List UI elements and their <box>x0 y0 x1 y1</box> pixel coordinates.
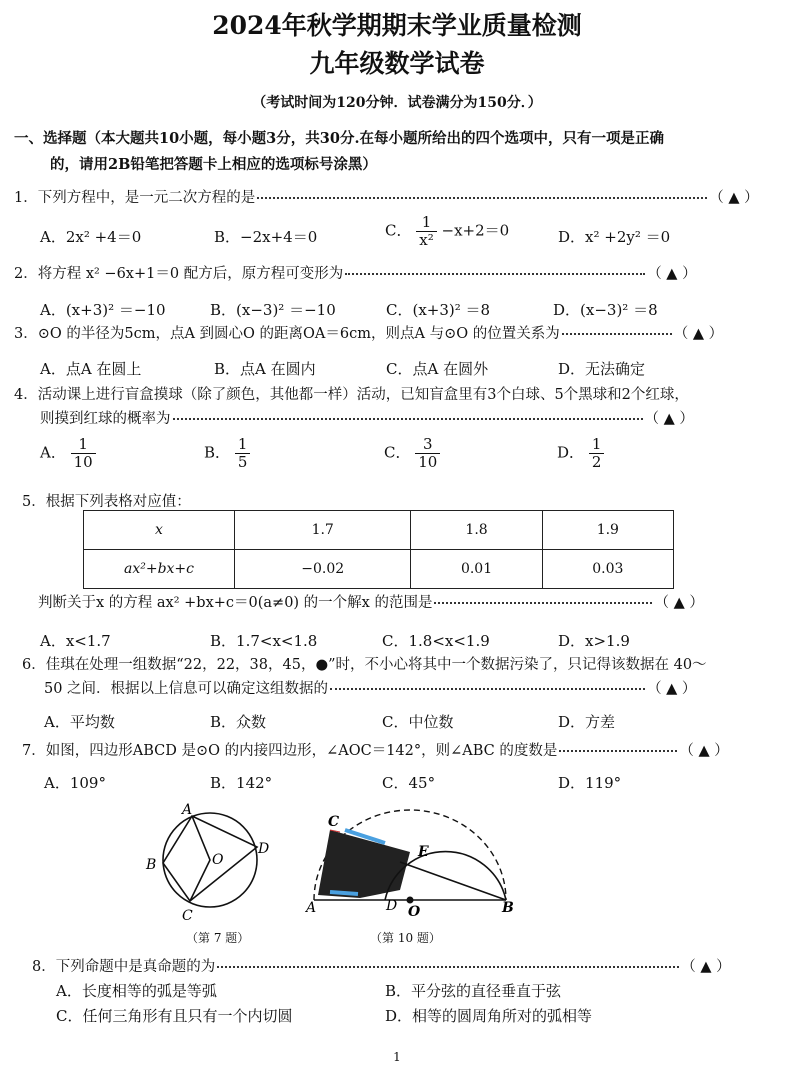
q5-option-b: B．1.7<x<1.8 <box>210 632 318 650</box>
dot-leader <box>345 273 645 275</box>
dot-leader <box>559 750 677 752</box>
value-table <box>83 510 674 589</box>
section1-line2: 的，请用2B铅笔把答题卡上相应的选项标号涂黑） <box>50 156 377 173</box>
fraction-denominator: x² <box>419 231 434 249</box>
q7-option-d: D．119° <box>558 774 622 792</box>
q8-stem <box>32 955 731 976</box>
q6-line1: 6．佳琪在处理一组数据“22，22，38，45，●”时，不小心将其中一个数据污染了，只记得该数据在 40～ <box>22 657 707 673</box>
fraction-numerator: 1 <box>589 436 605 454</box>
dot-leader <box>434 602 652 604</box>
fraction-numerator: 3 <box>415 436 440 454</box>
q5-option-a: A．x<1.7 <box>40 632 111 650</box>
table-cell: x <box>84 511 235 550</box>
dot-leader <box>330 688 645 690</box>
answer-mark: （ ▲ ） <box>679 743 729 759</box>
table-cell: 0.03 <box>542 550 673 589</box>
label-c: C <box>182 908 193 924</box>
q2-option-c: C．(x+3)² ＝8 <box>386 301 491 319</box>
q4-option-b <box>204 436 250 471</box>
q5-judge <box>38 591 704 612</box>
fraction-numerator: 1 <box>71 436 96 454</box>
q6-option-d: D．方差 <box>558 713 616 731</box>
table-cell: 1.7 <box>235 511 411 550</box>
table-cell: −0.02 <box>235 550 411 589</box>
q1-stem <box>14 186 759 207</box>
q1-option-d: D．x² +2y² ＝0 <box>558 228 671 246</box>
figure-10-semicircle <box>300 800 530 925</box>
label-d: D <box>258 841 270 857</box>
option-label: B． <box>204 443 231 462</box>
q3-option-d: D．无法确定 <box>558 360 646 378</box>
answer-mark: （ ▲ ） <box>647 266 697 282</box>
label-d: D <box>386 898 398 914</box>
q3-option-b: B．点A 在圆内 <box>214 360 316 378</box>
exam-note: （考试时间为120分钟．试卷满分为150分．） <box>252 95 542 111</box>
q8-stem-text: 8．下列命题中是真命题的为 <box>32 959 216 975</box>
figure-7-circle <box>140 800 280 925</box>
exam-subtitle: 九年级数学试卷 <box>309 49 485 78</box>
answer-mark: （ ▲ ） <box>654 595 704 611</box>
q6-option-a: A．平均数 <box>44 713 115 731</box>
answer-mark: （ ▲ ） <box>647 681 697 697</box>
fraction <box>235 436 251 471</box>
answer-mark: （ ▲ ） <box>644 411 694 427</box>
q1-option-c <box>385 214 509 249</box>
table-cell: 0.01 <box>411 550 542 589</box>
table-cell: 1.8 <box>411 511 542 550</box>
fraction <box>415 436 440 471</box>
q4-option-d <box>557 436 604 471</box>
label-a: A <box>306 900 317 916</box>
q6-option-b: B．众数 <box>210 713 267 731</box>
fraction-denominator: 5 <box>237 453 248 471</box>
label-a: A <box>182 802 193 818</box>
section1-line1: 一、选择题（本大题共10小题，每小题3分，共30分.在每小题所给出的四个选项中，只有一项是正确 <box>14 130 664 147</box>
q8-option-b: B．平分弦的直径垂直于弦 <box>385 982 562 1000</box>
q8-option-c: C．任何三角形有且只有一个内切圆 <box>56 1007 293 1025</box>
answer-mark: （ ▲ ） <box>709 190 759 206</box>
label-c: C <box>328 814 340 830</box>
fraction <box>589 436 605 471</box>
label-b: B <box>502 900 514 916</box>
q4-line2-text: 则摸到红球的概率为 <box>40 411 171 427</box>
center-point-o <box>407 897 414 904</box>
table-cell: 1.9 <box>542 511 673 550</box>
fraction-numerator: 1 <box>235 436 251 454</box>
q1-option-c-label: C． <box>385 221 412 240</box>
q6-option-c: C．中位数 <box>382 713 454 731</box>
q3-stem <box>14 322 723 343</box>
fraction <box>416 214 436 249</box>
q4-option-c <box>384 436 440 471</box>
shaded-region <box>318 830 410 898</box>
fraction-denominator: 10 <box>418 453 438 471</box>
label-o: O <box>408 904 421 920</box>
q2-option-b: B．(x−3)² ＝−10 <box>210 301 336 319</box>
q5-judge-text: 判断关于x 的方程 ax² +bx+c＝0(a≠0) 的一个解x 的范围是 <box>38 595 433 611</box>
q3-stem-text: 3．⊙O 的半径为5cm，点A 到圆心O 的距离OA＝6cm，则点A 与⊙O 的位置关系为 <box>14 326 560 342</box>
answer-mark: （ ▲ ） <box>673 326 724 342</box>
fraction-denominator: 2 <box>591 453 602 471</box>
exam-title: 2024年秋学期期末学业质量检测 <box>212 11 582 40</box>
table-cell: ax²+bx+c <box>84 550 235 589</box>
option-label: D． <box>557 443 585 462</box>
q4-line1: 4．活动课上进行盲盒摸球（除了颜色，其他都一样）活动，已知盲盒里有3个白球、5个黑球和2个红球， <box>14 387 689 403</box>
table-row <box>84 550 674 589</box>
page-number: 1 <box>393 1050 401 1064</box>
q7-stem-text: 7．如图，四边形ABCD 是⊙O 的内接四边形，∠AOC＝142°，则∠ABC 的度数是 <box>22 743 558 759</box>
table-row <box>84 511 674 550</box>
q5-stem: 5．根据下列表格对应值： <box>22 494 191 510</box>
q1-option-a: A．2x² +4＝0 <box>40 228 142 246</box>
fraction-numerator: 1 <box>416 214 436 232</box>
q5-option-c: C．1.8<x<1.9 <box>382 632 490 650</box>
label-o: O <box>212 852 224 868</box>
q6-line2 <box>44 677 696 698</box>
q2-option-d: D．(x−3)² ＝8 <box>553 301 658 319</box>
q7-option-a: A．109° <box>44 774 106 792</box>
q2-stem-text: 2．将方程 x² −6x+1＝0 配方后，原方程可变形为 <box>14 266 344 282</box>
chord-eb <box>400 862 506 900</box>
answer-mark: （ ▲ ） <box>681 959 731 975</box>
dot-leader <box>173 418 643 420</box>
dot-leader <box>217 966 679 968</box>
figure-7-caption: （第 7 题） <box>186 931 250 945</box>
q3-option-a: A．点A 在圆上 <box>40 360 142 378</box>
option-label: C． <box>384 443 411 462</box>
q2-stem <box>14 262 697 283</box>
q5-option-d: D．x>1.9 <box>558 632 630 650</box>
q1-option-c-rest: −x+2＝0 <box>441 221 510 240</box>
figure-10-caption: （第 10 题） <box>370 931 441 945</box>
option-label: A． <box>40 443 66 462</box>
q1-option-b: B．−2x+4＝0 <box>214 228 318 246</box>
q7-stem <box>22 739 729 760</box>
q7-option-c: C．45° <box>382 774 436 792</box>
q1-stem-text: 1．下列方程中，是一元二次方程的是 <box>14 190 256 206</box>
q6-line2-text: 50 之间．根据以上信息可以确定这组数据的 <box>44 681 329 697</box>
dot-leader <box>257 197 707 199</box>
q4-option-a <box>40 436 96 471</box>
label-b: B <box>146 857 157 873</box>
label-e: E <box>418 844 429 860</box>
dot-leader <box>562 333 672 335</box>
q8-option-d: D．相等的圆周角所对的弧相等 <box>385 1007 593 1025</box>
q8-option-a: A．长度相等的弧是等弧 <box>56 982 217 1000</box>
fraction <box>71 436 96 471</box>
blue-highlight <box>330 892 358 894</box>
q3-option-c: C．点A 在圆外 <box>386 360 489 378</box>
q4-line2 <box>40 407 694 428</box>
fraction-denominator: 10 <box>73 453 93 471</box>
q2-option-a: A．(x+3)² ＝−10 <box>40 301 166 319</box>
q7-option-b: B．142° <box>210 774 273 792</box>
